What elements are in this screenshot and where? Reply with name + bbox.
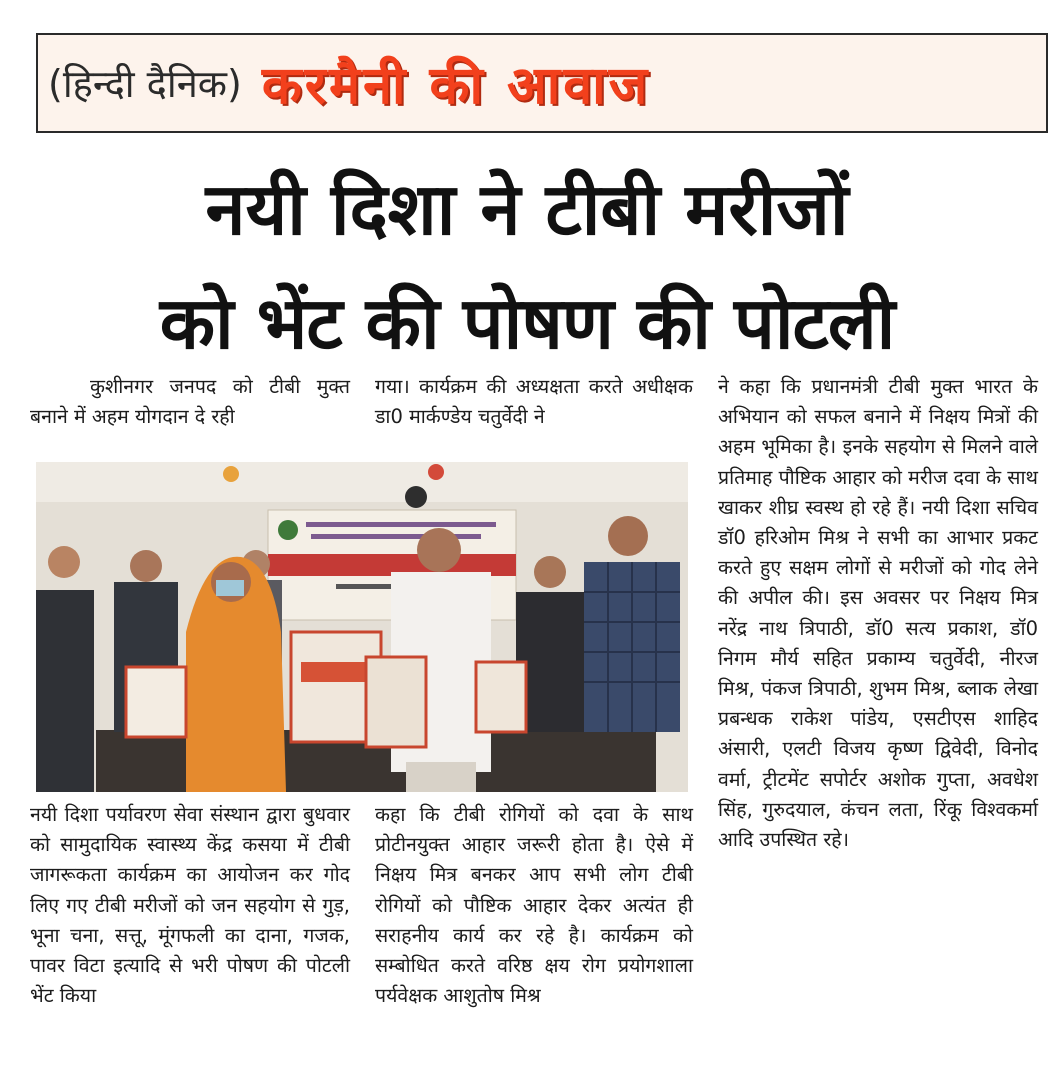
article-paragraph: कहा कि टीबी रोगियों को दवा के साथ प्रोटीनयुक्त आहार जरूरी होता है। ऐसे में निक्षय मित्र बनकर आप सभी लोग टीबी रोगियों को पौष्टिक आहार देकर अत्यंत ही सराहनीय कार्य कर रहे है। कार्यक्रम को सम्बोधित करते वरिष्ठ क्षय रोग प्रयोगशाला पर्यवेक्षक आशुतोष मिश्र xyxy=(375,803,693,1008)
headline-line-1: नयी दिशा ने टीबी मरीजों xyxy=(205,167,849,251)
event-photo xyxy=(36,462,688,792)
article-paragraph: ने कहा कि प्रधानमंत्री टीबी मुक्त भारत के अभियान को सफल बनाने में निक्षय मित्रों की अहम भूमिका है। इनके सहयोग से मिलने वाले प्रतिमाह पौष्टिक आहार को मरीज दवा के साथ खाकर शीघ्र स्वस्थ हो रहे हैं। नयी दिशा सचिव डॉ0 हरिओम मिश्र ने सभी का आभार प्रकट करते हुए सक्षम लोगों से मरीजों को गोद लेने की अपील की। इस अवसर पर निक्षय मित्र नरेंद्र नाथ त्रिपाठी, डॉ0 सत्य प्रकाश, डॉ0 निगम मौर्य सहित प्रकाम्य चतुर्वेदी, नीरज मिश्र, पंकज त्रिपाठी, शुभम मिश्र, ब्लाक लेखा प्रबन्धक राकेश पांडेय, एसटीएस शाहिद अंसारी, एलटी विजय कृष्ण द्विवेदी, विनोद वर्मा, ट्रीटमेंट सपोर्टर अशोक गुप्ता, अवधेश सिंह, गुरुदयाल, कंचन लता, रिंकू विश्वकर्मा आदि उपस्थित रहे। xyxy=(718,375,1038,852)
article-paragraph: गया। कार्यक्रम की अध्यक्षता करते अधीक्षक डा0 मार्कण्डेय चतुर्वेदी ने xyxy=(375,375,693,429)
masthead-title: करमैनी की आवाज xyxy=(261,55,651,116)
article-paragraph: कुशीनगर जनपद को टीबी मुक्त बनाने में अहम योगदान दे रही xyxy=(30,375,350,429)
masthead xyxy=(36,33,1048,133)
article-col3 xyxy=(718,372,1038,855)
article-col2-top xyxy=(375,372,693,432)
event-photo-illustration xyxy=(36,462,688,792)
article-col1-bottom xyxy=(30,800,350,1011)
article-col1-top xyxy=(30,372,350,432)
headline-line-2: को भेंट की पोषण की पोटली xyxy=(159,281,895,365)
article-col2-bottom xyxy=(375,800,693,1011)
article-paragraph: नयी दिशा पर्यावरण सेवा संस्थान द्वारा बुधवार को सामुदायिक स्वास्थ्य केंद्र कसया में टीबी जागरूकता कार्यक्रम का आयोजन कर गोद लिए गए टीबी मरीजों को जन सहयोग से गुड़, भूना चना, सत्तू, मूंगफली का दाना, गजक, पावर विटा इत्यादि से भरी पोषण की पोटली भेंट किया xyxy=(30,803,350,1008)
masthead-subtitle: (हिन्दी दैनिक) xyxy=(48,62,242,106)
